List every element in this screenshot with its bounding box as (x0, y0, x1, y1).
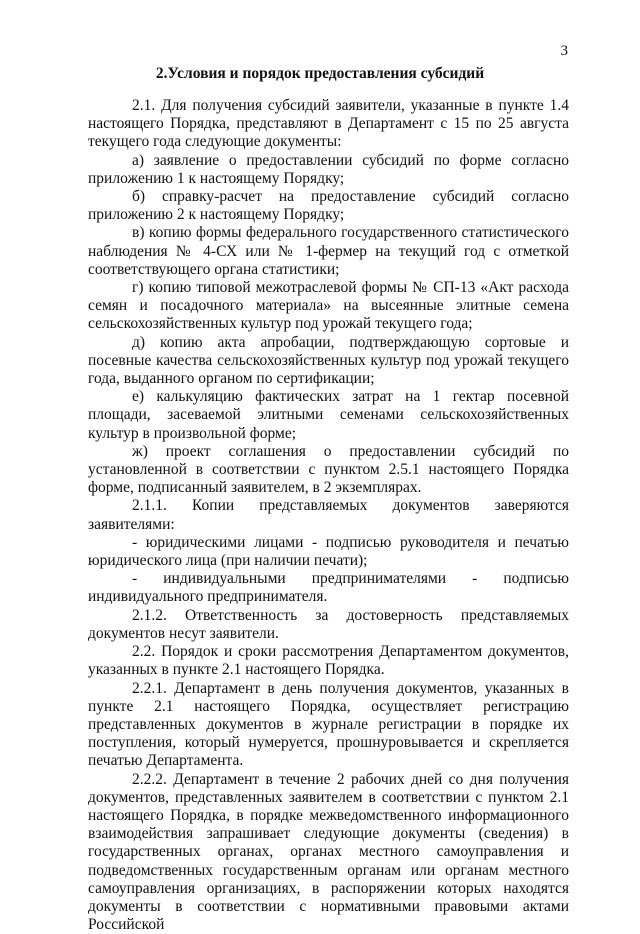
list-item-v: в) копию формы федерального государственного статистического наблюдения № 4-СХ или № 1-фермер на текущий год с отметкой соответствующего органа статистики; (88, 224, 569, 278)
paragraph-2-1-1: 2.1.1. Копии представляемых документов заверяются заявителями: (88, 497, 569, 533)
paragraph-2-2-2: 2.2.2. Департамент в течение 2 рабочих дней со дня получения документов, представленных заявителем в соответствии с пунктом 2.1 настоящего Порядка, в порядке межведомственного информационного взаимодействия запрашивает следующие документы (сведения) в государственных органах, органах местного самоуправления и подведомственных государственным органам или органам местного самоуправления организациях, в распоряжении которых находятся документы в соответствии с нормативными правовыми актами Российской (88, 770, 569, 934)
page-number: 3 (560, 43, 568, 59)
list-item-d: д) копию акта апробации, подтверждающую сортовые и посевные качества сельскохозяйственных культур под урожай текущего года, выданного органом по сертификации; (88, 333, 569, 388)
list-item-b: б) справку-расчет на предоставление субсидий согласно приложению 2 к настоящему Порядку; (88, 188, 569, 224)
dash-item-entrepreneurs: - индивидуальными предпринимателями - подписью индивидуального предпринимателя. (88, 570, 569, 606)
document-body (88, 97, 569, 934)
list-item-e: е) калькуляцию фактических затрат на 1 гектар посевной площади, засеваемой элитными семенами сельскохозяйственных культур в произвольной форме; (88, 388, 569, 442)
paragraph-2-1: 2.1. Для получения субсидий заявители, указанные в пункте 1.4 настоящего Порядка, представляют в Департамент с 15 по 25 августа текущего года следующие документы: (88, 97, 569, 151)
dash-item-legal-entities: - юридическими лицами - подписью руководителя и печатью юридического лица (при наличии печати); (88, 533, 569, 570)
list-item-g: г) копию типовой межотраслевой формы № СП-13 «Акт расхода семян и посадочного материала» на высеянные элитные семена сельскохозяйственных культур под урожай текущего года; (88, 279, 569, 333)
section-title: 2.Условия и порядок предоставления субсидий (155, 65, 485, 82)
list-item-a: а) заявление о предоставлении субсидий по форме согласно приложению 1 к настоящему Порядку; (88, 151, 569, 187)
list-item-zh: ж) проект соглашения о предоставлении субсидий по установленной в соответствии с пунктом 2.5.1 настоящего Порядка форме, подписанный заявителем, в 2 экземплярах. (88, 442, 569, 497)
paragraph-2-1-2: 2.1.2. Ответственность за достоверность представляемых документов несут заявители. (88, 606, 569, 642)
paragraph-2-2-1: 2.2.1. Департамент в день получения документов, указанных в пункте 2.1 настоящего Порядка, осуществляет регистрацию представленных документов в журнале регистрации в порядке их поступления, который нумеруется, прошнуровывается и скрепляется печатью Департамента. (88, 679, 569, 770)
paragraph-2-2: 2.2. Порядок и сроки рассмотрения Департаментом документов, указанных в пункте 2.1 настоящего Порядка. (88, 643, 569, 679)
